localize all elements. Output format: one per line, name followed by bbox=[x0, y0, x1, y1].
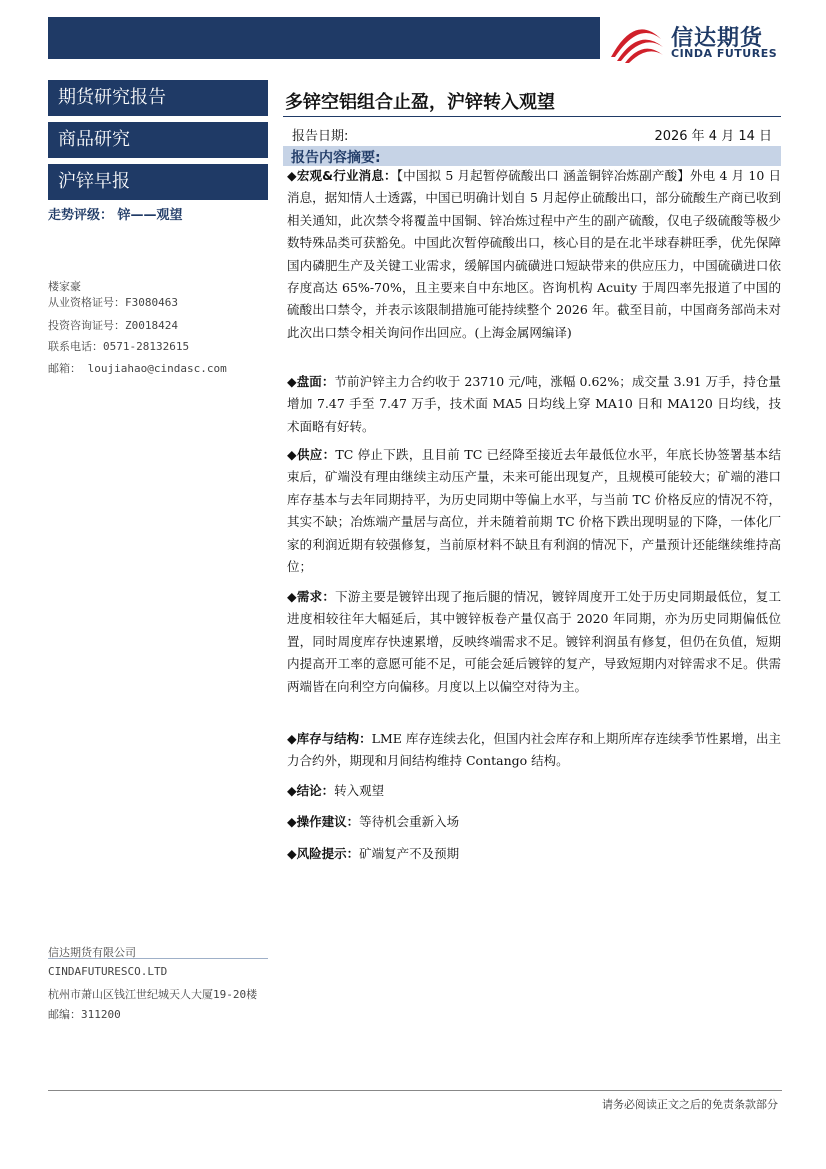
section-heading: 宏观&行业消息： bbox=[296, 168, 397, 183]
analyst-name: 楼家豪 bbox=[48, 280, 81, 293]
analyst-advisory-license: 投资咨询证号：Z0018424 bbox=[48, 319, 178, 332]
section-market bbox=[287, 371, 781, 438]
company-name-cn: 信达期货有限公司 bbox=[48, 946, 136, 959]
company-postcode: 邮编：311200 bbox=[48, 1008, 121, 1021]
section-body: 矿端复产不及预期 bbox=[359, 846, 460, 861]
section-body: 等待机会重新入场 bbox=[359, 814, 460, 829]
section-conclusion bbox=[287, 780, 781, 802]
sidebar-header-category: 商品研究 bbox=[48, 122, 268, 158]
section-advice bbox=[287, 811, 781, 833]
section-body: 下游主要是镀锌出现了拖后腿的情况，镀锌周度开工处于历史同期最低位，复工进度相较往年大幅延后，其中镀锌板卷产量仅高于 2020 年同期，亦为历史同期偏低位置，同时周度库存快速累增，反映终端需求不足。镀锌利润虽有修复，但仍在负值，短期内提高开工率的意愿可能不足，可能会延后镀锌的复产，导致短期内对锌需求不足。供需两端皆在向利空方向偏移。月度以上以偏空对待为主。 bbox=[287, 589, 781, 694]
footer-disclaimer[interactable]: 请务必阅读正文之后的免责条款部分 bbox=[602, 1098, 778, 1111]
section-heading: 库存与结构： bbox=[296, 731, 372, 746]
trend-rating: 走势评级： 锌——观望 bbox=[48, 208, 183, 223]
company-logo bbox=[605, 17, 785, 65]
report-date-value: 2026 年 4 月 14 日 bbox=[654, 129, 772, 144]
section-body: 转入观望 bbox=[334, 783, 385, 798]
diamond-bullet-icon: ◆ bbox=[287, 168, 297, 183]
diamond-bullet-icon: ◆ bbox=[287, 374, 297, 389]
logo-name-cn: 信达期货 bbox=[671, 26, 764, 51]
section-heading: 结论： bbox=[296, 783, 335, 798]
section-demand bbox=[287, 586, 781, 698]
report-title: 多锌空铝组合止盈，沪锌转入观望 bbox=[285, 92, 555, 113]
section-body: TC 停止下跌，且目前 TC 已经降至接近去年最低位水平，年底长协签署基本结束后，矿端没有理由继续主动压产量，未来可能出现复产，且规模可能较大；矿端的港口库存基本与去年同期持平，为历史同期中等偏上水平，与当前 TC 价格反应的情况不符，其实不缺；冶炼端产量居与高位，并未随着前期 TC 价格下跌出现明显的下降，一体化厂家的利润近期有较强修复，当前原材料不缺且有利润的情况下，产量预计还能继续维持高位； bbox=[287, 447, 781, 575]
section-supply bbox=[287, 444, 781, 578]
section-heading: 盘面： bbox=[296, 374, 335, 389]
section-risk bbox=[287, 843, 781, 865]
sidebar-header-report-type: 期货研究报告 bbox=[48, 80, 268, 116]
section-heading: 操作建议： bbox=[296, 814, 360, 829]
diamond-bullet-icon: ◆ bbox=[287, 589, 297, 604]
section-macro bbox=[287, 165, 781, 344]
diamond-bullet-icon: ◆ bbox=[287, 731, 297, 746]
section-body: 【中国拟 5 月起暂停硫酸出口 涵盖铜锌冶炼副产酸】外电 4 月 10 日消息，据知情人士透露，中国已明确计划自 5 月起停止硫酸出口，部分硫酸生产商已收到相关通知，此次禁令将覆盖中国铜、锌冶炼过程中产生的副产硫酸，仅电子级硫酸等极少数特殊品类可获豁免。中国此次暂停硫酸出口，核心目的是在北半球春耕旺季，优先保障国内磷肥生产及关键工业需求，缓解国内硫磺进口短缺带来的供应压力，中国硫磺进口依存度高达 65%-70%，且主要来自中东地区。咨询机构 Acuity 于周四率先报道了中国的硫酸出口禁令，并表示该限制措施可能持续整个 2026 年。截至目前，中国商务部尚未对此次出口禁令相关询问作出回应。(上海金属网编译) bbox=[287, 168, 781, 340]
diamond-bullet-icon: ◆ bbox=[287, 814, 297, 829]
abstract-label: 报告内容摘要: bbox=[291, 150, 381, 166]
section-body: 节前沪锌主力合约收于 23710 元/吨，涨幅 0.62%；成交量 3.91 万手，持仓量增加 7.47 手至 7.47 万手，技术面 MA5 日均线上穿 MA10 日和 MA120 日均线，技术面略有好转。 bbox=[287, 374, 781, 434]
sidebar-header-product: 沪锌早报 bbox=[48, 164, 268, 200]
header-band bbox=[48, 17, 600, 59]
cinda-logo-icon bbox=[605, 17, 665, 65]
diamond-bullet-icon: ◆ bbox=[287, 846, 297, 861]
title-divider bbox=[283, 116, 781, 117]
diamond-bullet-icon: ◆ bbox=[287, 447, 297, 462]
section-body: LME 库存连续去化，但国内社会库存和上期所库存连续季节性累增，出主力合约外，期现和月间结构维持 Contango 结构。 bbox=[287, 731, 781, 769]
section-heading: 风险提示： bbox=[296, 846, 360, 861]
logo-name-en: CINDA FUTURES bbox=[671, 47, 778, 60]
section-heading: 供应： bbox=[296, 447, 336, 462]
company-name-en: CINDAFUTURESCO.LTD bbox=[48, 965, 168, 978]
analyst-phone: 联系电话：0571-28132615 bbox=[48, 340, 190, 353]
report-date-label: 报告日期: bbox=[292, 129, 349, 144]
abstract-header-bar bbox=[283, 146, 781, 166]
analyst-email[interactable]: 邮箱： loujiahao@cindasc.com bbox=[48, 362, 227, 375]
section-inventory bbox=[287, 728, 781, 773]
section-heading: 需求： bbox=[296, 589, 336, 604]
left-sidebar bbox=[48, 76, 268, 1022]
diamond-bullet-icon: ◆ bbox=[287, 783, 297, 798]
company-address: 杭州市萧山区钱江世纪城天人大厦19-20楼 bbox=[48, 988, 258, 1001]
footer-divider bbox=[48, 1090, 782, 1091]
analyst-license: 从业资格证号：F3080463 bbox=[48, 296, 178, 309]
